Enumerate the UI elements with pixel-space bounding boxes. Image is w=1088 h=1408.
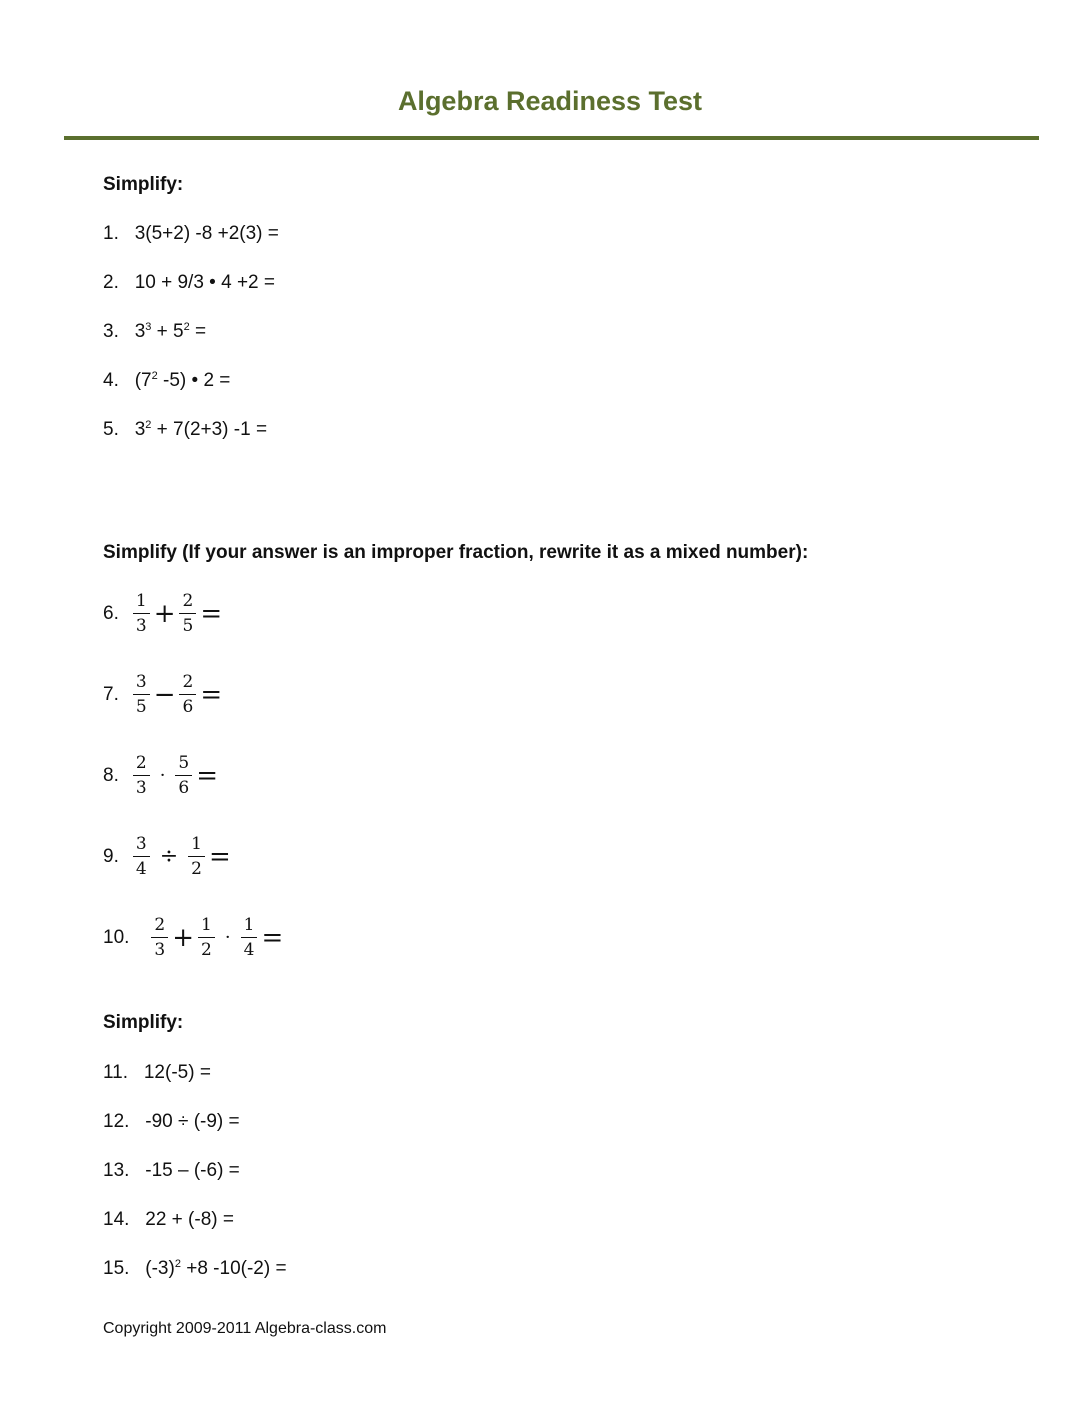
copyright-footer: Copyright 2009-2011 Algebra-class.com — [103, 1320, 387, 1337]
fraction: $\frac{2}{3}$ — [151, 917, 168, 959]
fraction: $\frac{3}{5}$ — [133, 674, 150, 716]
problem-6 — [103, 586, 226, 642]
equals-sign: = — [200, 680, 223, 710]
problem-number: 2. — [103, 272, 119, 293]
problem-number: 4. — [103, 370, 119, 391]
problem-11 — [103, 1062, 211, 1084]
fraction: $\frac{5}{6}$ — [175, 755, 192, 797]
fraction: $\frac{1}{2}$ — [188, 836, 205, 878]
problem-14 — [103, 1209, 234, 1231]
problem-7 — [103, 667, 226, 723]
problem-expression: 22 + (-8) = — [145, 1209, 234, 1230]
problem-8 — [103, 748, 222, 804]
problem-number: 11. — [103, 1062, 129, 1083]
operator: + — [153, 599, 176, 629]
section-heading-1: Simplify: — [103, 174, 184, 195]
fraction: $\frac{1}{3}$ — [133, 593, 150, 635]
title-divider — [64, 136, 1039, 140]
problem-number: 13. — [103, 1160, 130, 1181]
problem-number: 6. — [103, 603, 119, 624]
problem-9 — [103, 829, 235, 885]
operator: · — [224, 927, 231, 948]
problem-1 — [103, 223, 279, 245]
problem-4 — [103, 370, 230, 392]
problem-3 — [103, 321, 206, 343]
problem-13 — [103, 1160, 240, 1182]
problem-number: 15. — [103, 1258, 130, 1279]
operator: + — [172, 923, 195, 953]
problem-number: 12. — [103, 1111, 130, 1132]
problem-number: 9. — [103, 846, 119, 867]
problem-expression: -90 ÷ (-9) = — [145, 1111, 240, 1132]
equals-sign: = — [208, 842, 231, 872]
problem-number: 14. — [103, 1209, 130, 1230]
problem-12 — [103, 1111, 240, 1133]
problem-expression: 10 + 9/3 • 4 +2 = — [134, 272, 275, 293]
page-title: Algebra Readiness Test — [397, 86, 703, 116]
problem-5 — [103, 419, 267, 441]
fraction: $\frac{1}{2}$ — [198, 917, 215, 959]
section-heading-2: Simplify (If your answer is an improper fraction, rewrite it as a mixed number): — [103, 542, 809, 563]
problem-number: 7. — [103, 684, 119, 705]
fraction: $\frac{2}{3}$ — [133, 755, 150, 797]
problem-expression: $3^3 + 5^2$ = — [134, 321, 207, 342]
problem-number: 3. — [103, 321, 119, 342]
problem-number: 5. — [103, 419, 119, 440]
problem-expression: $3^2 + 7(2+3) -1$ = — [134, 419, 268, 440]
operator: · — [159, 765, 166, 786]
problem-expression: 12(-5) = — [143, 1062, 211, 1083]
problem-2 — [103, 272, 275, 294]
problem-10 — [103, 910, 287, 966]
equals-sign: = — [261, 923, 284, 953]
problem-number: 1. — [103, 223, 119, 244]
equals-sign: = — [200, 599, 223, 629]
fraction: $\frac{3}{4}$ — [133, 836, 150, 878]
operator: ÷ — [159, 844, 179, 869]
equals-sign: = — [196, 761, 219, 791]
problem-number: 10. — [103, 927, 130, 948]
fraction: $\frac{2}{6}$ — [179, 674, 196, 716]
problem-expression: -15 – (-6) = — [145, 1160, 240, 1181]
operator: − — [153, 680, 176, 710]
problem-expression: 3(5+2) -8 +2(3) = — [134, 223, 279, 244]
fraction: $\frac{1}{4}$ — [241, 917, 258, 959]
problem-15 — [103, 1258, 287, 1280]
problem-expression: $(-3)^2 +8$ -10(-2) = — [145, 1258, 287, 1279]
problem-expression: ($7^2$ -5) • 2 = — [134, 370, 231, 391]
fraction: $\frac{2}{5}$ — [179, 593, 196, 635]
problem-number: 8. — [103, 765, 119, 786]
section-heading-3: Simplify: — [103, 1012, 184, 1033]
